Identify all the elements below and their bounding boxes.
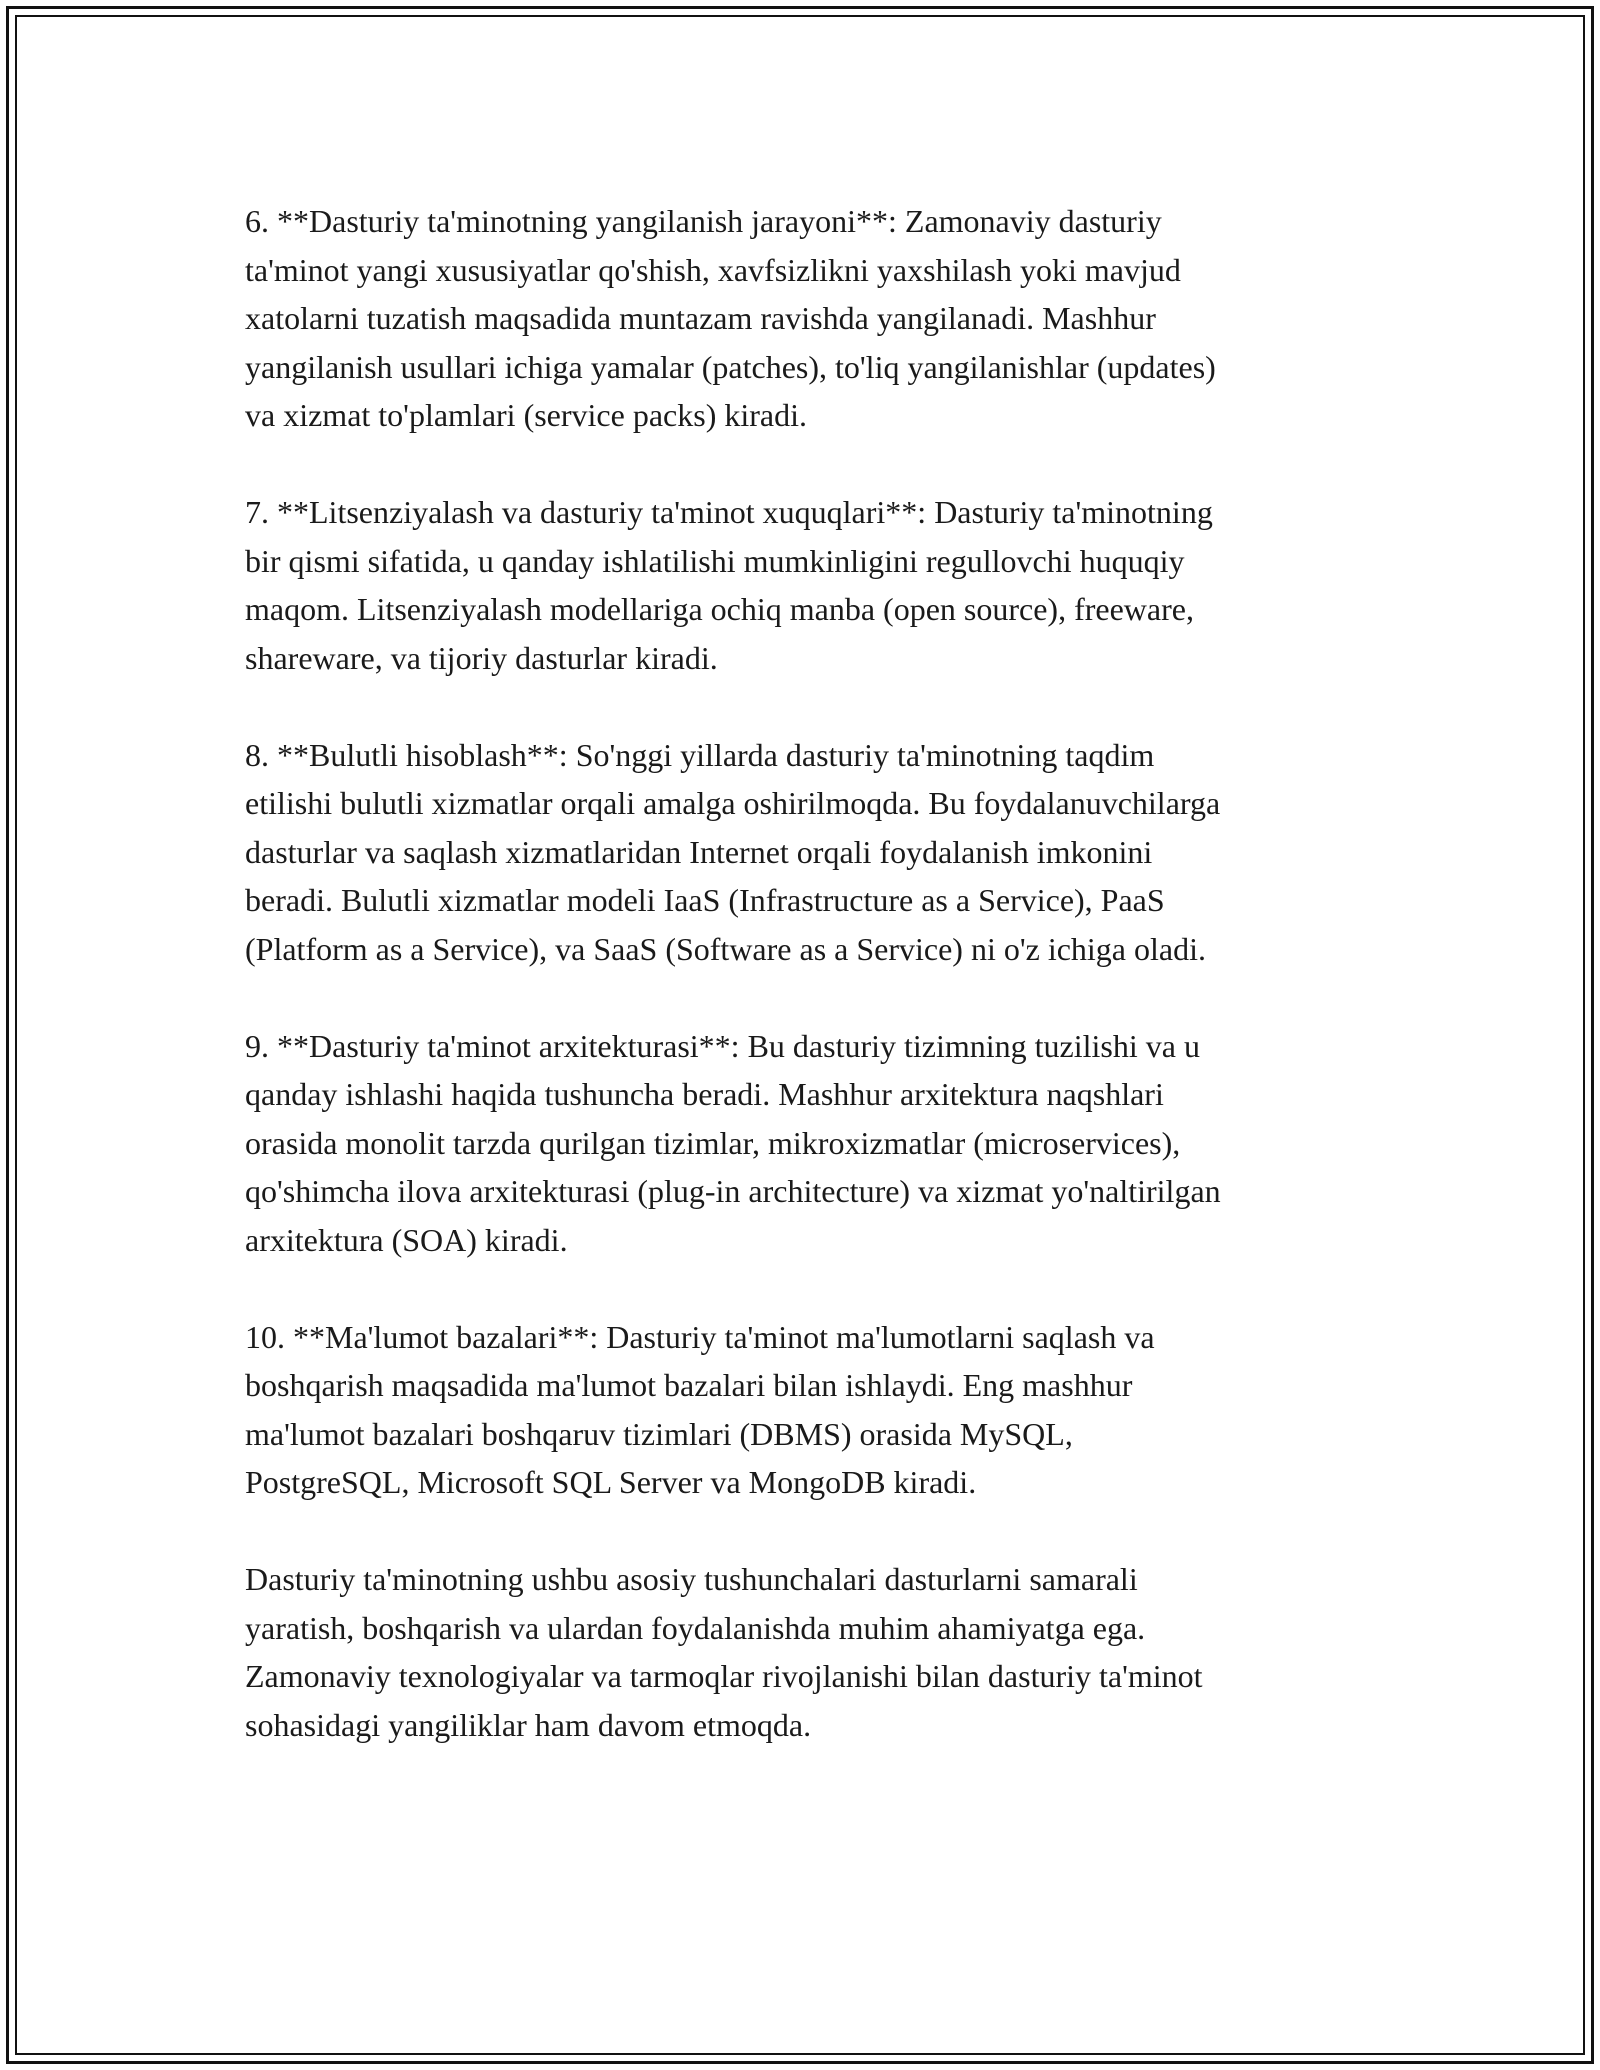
text-line: sohasidagi yangiliklar ham davom etmoqda. [245, 1706, 812, 1743]
text-line: orasida monolit tarzda qurilgan tizimlar, mikroxizmatlar (microservices), [245, 1124, 1181, 1161]
text-line: Zamonaviy texnologiyalar va tarmoqlar rivojlanishi bilan dasturiy ta'minot [245, 1658, 1203, 1694]
text-line: 9. **Dasturiy ta'minot arxitekturasi**: Bu dasturiy tizimning tuzilishi va u [245, 1027, 1200, 1064]
text-line: 8. **Bulutli hisoblash**: So'nggi yillarda dasturiy ta'minotning taqdim [245, 736, 1155, 773]
text-line: qanday ishlashi haqida tushuncha beradi. Mashhur arxitektura naqshlari [245, 1076, 1164, 1112]
text-line: (Platform as a Service), va SaaS (Software as a Service) ni o'z ichiga oladi. [245, 930, 1206, 967]
paragraph-item-9 [245, 1022, 1385, 1265]
text-line: boshqarish maqsadida ma'lumot bazalari bilan ishlaydi. Eng mashhur [245, 1367, 1133, 1403]
text-line: maqom. Litsenziyalash modellariga ochiq manba (open source), freeware, [245, 591, 1194, 627]
text-line: dasturlar va saqlash xizmatlaridan Internet orqali foydalanish imkonini [245, 833, 1153, 870]
text-line: bir qismi sifatida, u qanday ishlatilishi mumkinligini regullovchi huquqiy [245, 542, 1185, 579]
text-line: qo'shimcha ilova arxitekturasi (plug-in architecture) va xizmat yo'naltirilgan [245, 1173, 1221, 1209]
paragraph-item-10 [245, 1313, 1385, 1507]
text-line: shareware, va tijoriy dasturlar kiradi. [245, 639, 718, 676]
text-line: ta'minot yangi xususiyatlar qo'shish, xavfsizlikni yaxshilash yoki mavjud [245, 251, 1181, 288]
text-line: va xizmat to'plamlari (service packs) kiradi. [245, 397, 807, 433]
paragraph-conclusion [245, 1555, 1385, 1749]
text-line: 10. **Ma'lumot bazalari**: Dasturiy ta'minot ma'lumotlarni saqlash va [245, 1318, 1155, 1355]
paragraph-item-8 [245, 731, 1385, 974]
text-line: ma'lumot bazalari boshqaruv tizimlari (DBMS) orasida MySQL, [245, 1415, 1073, 1452]
text-line: PostgreSQL, Microsoft SQL Server va MongoDB kiradi. [245, 1464, 977, 1500]
text-line: yaratish, boshqarish va ulardan foydalanishda muhim ahamiyatga ega. [245, 1609, 1146, 1646]
text-line: 6. **Dasturiy ta'minotning yangilanish jarayoni**: Zamonaviy dasturiy [245, 203, 1162, 239]
document-body [245, 197, 1385, 1798]
paragraph-item-7 [245, 488, 1385, 682]
text-line: Dasturiy ta'minotning ushbu asosiy tushunchalari dasturlarni samarali [245, 1561, 1138, 1597]
text-line: etilishi bulutli xizmatlar orqali amalga oshirilmoqda. Bu foydalanuvchilarga [245, 785, 1221, 821]
text-line: xatolarni tuzatish maqsadida muntazam ravishda yangilanadi. Mashhur [245, 300, 1156, 336]
text-line: arxitektura (SOA) kiradi. [245, 1221, 568, 1258]
text-line: yangilanish usullari ichiga yamalar (patches), to'liq yangilanishlar (updates) [245, 348, 1216, 385]
text-line: 7. **Litsenziyalash va dasturiy ta'minot xuquqlari**: Dasturiy ta'minotning [245, 494, 1213, 530]
paragraph-item-6 [245, 197, 1385, 440]
text-line: beradi. Bulutli xizmatlar modeli IaaS (Infrastructure as a Service), PaaS [245, 882, 1165, 918]
page-border [6, 6, 1594, 2064]
